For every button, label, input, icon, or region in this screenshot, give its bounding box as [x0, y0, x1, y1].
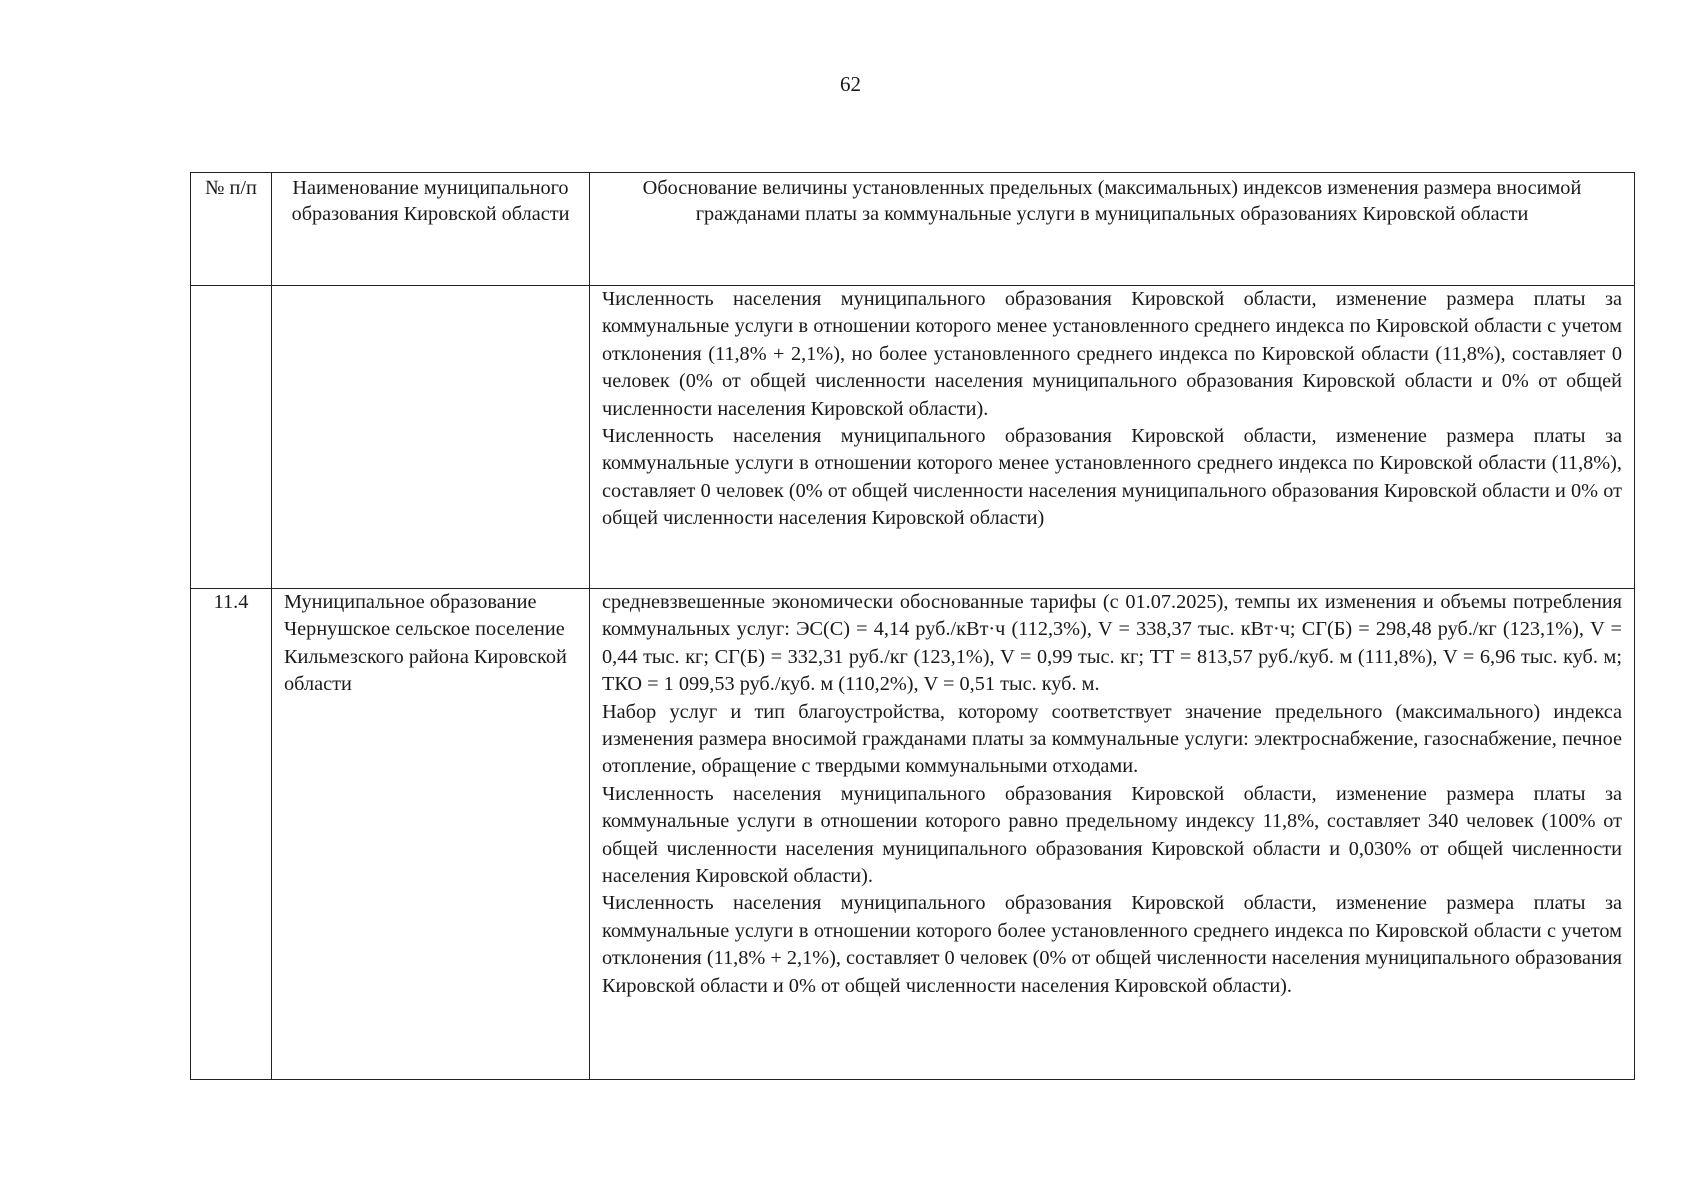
justification-paragraph: Численность населения муниципального образования Кировской области, изменение размера платы за коммунальные услуги в отношении которого равно предельному индексу 11,8%, составляет 340 человек (100% от общей численности населения муниципального образования Кировской области и 0,030% от общей численности населения Кировской области). [602, 782, 1622, 888]
table-header-row [191, 173, 1635, 286]
justification-paragraph: Набор услуг и тип благоустройства, которому соответствует значение предельного (максимального) индекса изменения размера вносимой гражданами платы за коммунальные услуги: электроснабжение, газоснабжение, печное отопление, обращение с твердыми коммунальными отходами. [602, 700, 1622, 778]
row-municipality-name [272, 286, 590, 589]
table-row [191, 286, 1635, 589]
header-justification: Обоснование величины установленных предельных (максимальных) индексов изменения размера вносимой гражданами платы за коммунальные услуги в муниципальных образованиях Кировской области [590, 173, 1635, 286]
row-justification [590, 589, 1635, 1080]
justification-paragraph: Численность населения муниципального образования Кировской области, изменение размера платы за коммунальные услуги в отношении которого более установленного среднего индекса по Кировской области с учетом отклонения (11,8% + 2,1%), составляет 0 человек (0% от общей численности населения муниципального образования Кировской области и 0% от общей численности населения Кировской области). [602, 892, 1622, 997]
justification-paragraph: Численность населения муниципального образования Кировской области, изменение размера платы за коммунальные услуги в отношении которого менее установленного среднего индекса по Кировской области (11,8%), составляет 0 человек (0% от общей численности населения муниципального образования Кировской области и 0% от общей численности населения Кировской области) [602, 425, 1622, 530]
row-number [191, 286, 272, 589]
row-justification [590, 286, 1635, 589]
page-number: 62 [840, 72, 861, 96]
justification-paragraph: Численность населения муниципального образования Кировской области, изменение размера платы за коммунальные услуги в отношении которого менее установленного среднего индекса по Кировской области с учетом отклонения (11,8% + 2,1%), но более установленного среднего индекса по Кировской области (11,8%), составляет 0 человек (0% от общей численности населения муниципального образования Кировской области и 0% от общей численности населения Кировской области). [602, 288, 1622, 420]
row-number: 11.4 [191, 589, 272, 1080]
table-row [191, 589, 1635, 1080]
header-number: № п/п [191, 173, 272, 286]
header-municipality-name: Наименование муниципального образования Кировской области [272, 173, 590, 286]
row-municipality-name: Муниципальное образование Чернушское сельское поселение Кильмезского района Кировской области [272, 589, 590, 1080]
justification-paragraph: средневзвешенные экономически обоснованные тарифы (с 01.07.2025), темпы их изменения и объемы потребления коммунальных услуг: ЭС(С) = 4,14 руб./кВт·ч (112,3%), V = 338,37 тыс. кВт·ч; СГ(Б) = 298,48 руб./кг (123,1%), V = 0,44 тыс. кг; СГ(Б) = 332,31 руб./кг (123,1%), V = 0,99 тыс. кг; ТТ = 813,57 руб./куб. м (111,8%), V = 6,96 тыс. куб. м; ТКО = 1 099,53 руб./куб. м (110,2%), V = 0,51 тыс. куб. м. [602, 591, 1622, 696]
tariff-justification-table [190, 172, 1635, 1080]
